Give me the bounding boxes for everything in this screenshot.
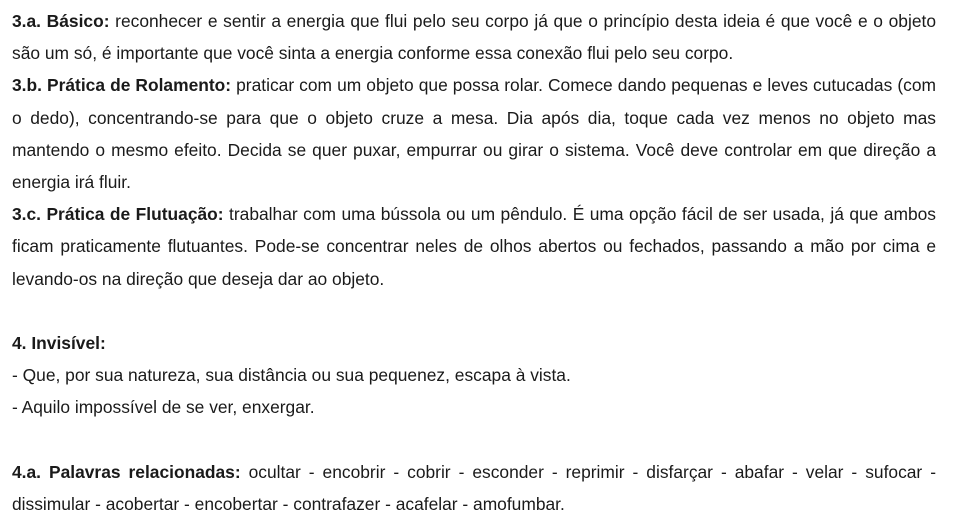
section-3b [12,69,936,198]
section-3a [12,5,936,69]
section-4a-heading: 4.a. Palavras relacionadas: [12,461,241,482]
definition-line-2: - Aquilo impossível de se ver, enxergar. [12,397,315,418]
section-3c [12,198,936,295]
section-4a [12,456,936,520]
section-4-heading-line [12,327,936,359]
section-3c-text: trabalhar com uma bússola ou um pêndulo. É uma opção fácil de ser usada, já que ambos ficam praticamente flutuantes. Pode-se concentrar neles de olhos abertos ou fechados, passando a mão por cima e levando-os na direção que deseja dar ao objeto. [12,204,936,289]
section-3a-text: reconhecer e sentir a energia que flui pelo seu corpo já que o princípio desta ideia é que você e o objeto são um só, é importante que você sinta a energia conforme essa conexão flui pelo seu corpo. [12,11,936,64]
spacer [12,295,936,327]
section-3a-heading: 3.a. Básico: [12,11,110,31]
section-3b-text: praticar com um objeto que possa rolar. Comece dando pequenas e leves cutucadas (com o dedo), concentrando-se para que o objeto cruze a mesa. Dia após dia, toque cada vez menos no objeto mas mantendo o mesmo efeito. Decida se quer puxar, empurrar ou girar o sistema. Você deve controlar em que direção a energia irá fluir. [12,75,936,193]
section-4a-text: ocultar - encobrir - cobrir - esconder - reprimir - disfarçar - abafar - velar - sufocar - dissimular - acobertar - encobertar - contrafazer - acafelar - amofumbar. [12,461,936,515]
definition-line-1: - Que, por sua natureza, sua distância ou sua pequenez, escapa à vista. [12,365,571,386]
section-3b-heading: 3.b. Prática de Rolamento: [12,75,232,96]
section-4-heading: 4. Invisível: [12,333,106,354]
section-3c-heading: 3.c. Prática de Flutuação: [12,204,224,225]
spacer [12,424,936,456]
